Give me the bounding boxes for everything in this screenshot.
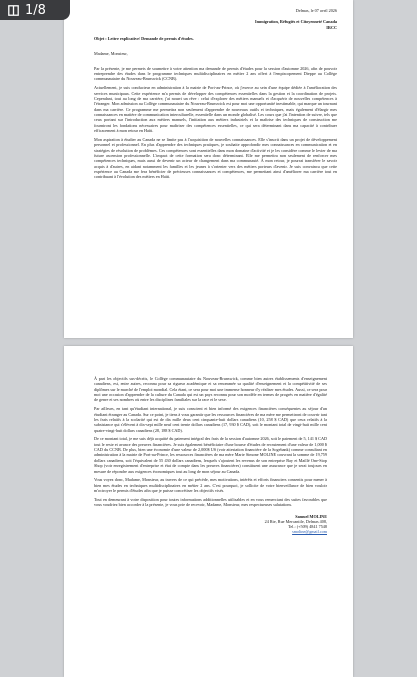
- recipient-line-2: IRCC: [326, 24, 337, 30]
- paragraph: De ce montant total, je me suis déjà acquitté du paiement intégral des frais de la session d'automne 2026, soit le paiement de 5, 141 $ CAD tout le reste et avance des preuves financières. Je suis également bénéficiaire d'une bourse d'études de recrutement d'une valeur de 1,000 $ CAD du CCNB. De plus, bien une économie d'une valeur de 2,000$ US (voir attestation financière de la Sogebank) comme consultant en administration à la mairie de Port-au-Prince, les ressources financières de ma mère Marie Simone MOLINE couvrant la somme de 19,759 dollars canadiens, soit l'équivalent de 55 430 dollars canadiens, lesquels s'ajoutent les revenus de son entreprise Bay et Maillé One-Stop Shop (voir enregistrement d'entreprise et état de compte dans les preuves financières) constituent une assurance que je serai toujours en mesure de répondre aux exigences économiques tout au long de mon séjour au Canada.: [94, 436, 327, 474]
- letter-subject: Objet : Lettre explicative/ Demande de permis d'études.: [94, 36, 194, 42]
- paragraph: Actuellement, je suis conducteur en administration à la mairie de Port-au-Prince, où j'exerce au sein d'une équipe dédiée à l'amélioration des services municipaux. Cette expérience m'a permis de développer des compétences essentielles dans la gestion et la coordination de projets. Cependant, tout au long de ma carrière, j'ai nourri un rêve : celui d'explorer des métiers manuels et d'acquérir de nouvelles compétences à l'étranger. Mon admission au Collège communautaire du Nouveau-Brunswick est pour moi une opportunité inestimable, qui marque un tournant dans ma carrière. Ce programme me permettra non seulement d'apprendre de nouveaux outils et techniques, mais également d'élargir mes connaissances en matière de communication interculturelle, essentielle dans un monde globalisé. Les cours que j'ai l'intention de suivre, tels que ceux portant sur l'introduction aux métiers manuels, l'initiation aux métiers industriels et la maîtrise des techniques de construction me fourniront les fondations nécessaires pour maîtriser des compétences essentielles, ce qui sera déterminant dans ma capacité à contribuer efficacement à mon retour en Haïti.: [94, 85, 337, 133]
- paragraph: Par la présente, je me permets de soumettre à votre attention ma demande de permis d'études pour la session d'automne 2026, afin de pouvoir entreprendre des études dans le programme techniques multidisciplinaires en métier 2 ans offert à l'empiscopement Dieppe au Collège communautaire du Nouveau-Brunswick (CCNB).: [94, 65, 337, 82]
- page-indicator: [0, 0, 70, 20]
- document-page-1: [64, 0, 353, 338]
- letter-date: Delmas, le 07 avril 2026: [295, 8, 337, 13]
- signature-block: [94, 514, 327, 535]
- pages-icon: [8, 5, 19, 16]
- paragraph: À part les objectifs sus-décrits, le Collège communautaire du Nouveau-Brunswick, comme bien autres établissements d'enseignement canadiens, est, entre autres, reconnu pour sa rigueur académique et sa renommée sa qualité d'enseignement et la compétitivité de ses diplômes sur le marché de l'emploi mondial. Cela étant, ce sera pour moi une immense honneur d'y réaliser mes études. Aussi, ce sera pour moi une occasion d'apprendre de la culture du Canada qui est un pays reconnu pour son modèle en termes de progrès en matière d'égalité de genre et ses nombres où entre les disciplines familiales sur la race et le sexe.: [94, 376, 327, 403]
- signature-address: 24 Rte, Rue Mercantile, Delmas 408,: [264, 518, 327, 524]
- paragraph: Par ailleurs, en tant qu'étudiant international, je suis conscient et bien informé des exigences financières conséquentes au séjour d'un étudiant étranger au Canada. Sur ce point, je tiens à vous garantir que les ressources financières de ma mère me permettront de couvrir tant les frais relatifs à la scolarité qui est de dix mille deux cent cinquante-huit dollars canadiens (10, 258 $ CAD) que ceux relatifs à la subsistance qui s'élèvent à dix-sept mille neuf cent trente dollars canadiens (17, 930 $ CAD), soit le montant total de vingt-huit mille cent quatre-vingt-huit dollars canadiens (28, 188 $ CAD).: [94, 406, 327, 433]
- paragraph: Tout en demeurant à votre disposition pour toutes informations additionnelles utilisables et en vous remerciant des suites favorables que vous voudriez bien accorder à la présente, je vous prie de recevoir, Madame, Monsieur, mes respectueuses salutations.: [94, 496, 327, 508]
- page-count: 1/8: [25, 2, 46, 18]
- paragraph: Mon aspiration à étudier au Canada ne se limite pas à l'acquisition de nouvelles connaissances. Elle s'inscrit dans un projet de développement personnel et professionnel. En plus d'apprendre des techniques pratiques, je souhaite approfondir mes connaissances en communication et en stratégies de résolution de problèmes. Ces compétences sont essentielles dans mon domaine d'activité et je les considère comme le levier de ma future ascension professionnelle. L'impact de cette formation sera donc déterminant. Elle me permettra non seulement de renforcer mes compétences techniques, mais aussi de devenir un acteur de changement dans ma communauté. À mon retour, je pourrai transférer le savoir acquis à d'autres, en aidant notamment les familles et les jeunes à s'orienter vers des métiers porteurs d'avenir. Je suis convaincu que cette expérience au Canada me fera bénéficier de précieuses connaissances et compétences, me permettant ainsi d'améliorer ma carrière tout en contribuant à l'évolution des métiers en Haïti.: [94, 136, 337, 180]
- recipient-line-1: Immigration, Réfugiés et Citoyenneté Canada: [255, 19, 337, 25]
- document-page-2: [64, 346, 353, 677]
- salutation: Madame, Monsieur,: [94, 50, 128, 56]
- signature-name: Samuel MOLINE: [295, 513, 327, 519]
- paragraph: Vous voyez donc, Madame, Monsieur, au travers de ce qui précède, mes motivations, intérêts et efforts financiers consentis pour mener à bien mes études en techniques multidisciplinaires en métier 2 ans. C'est pourquoi, je sollicite de votre bienveillance de bien vouloir m'octroyer le permis d'études afin que je puisse concrétiser les objectifs visés.: [94, 477, 327, 494]
- signature-phone: Tel.: (+509) 4841 7548: [288, 524, 327, 530]
- signature-email[interactable]: smoline@gmail.com: [292, 529, 327, 535]
